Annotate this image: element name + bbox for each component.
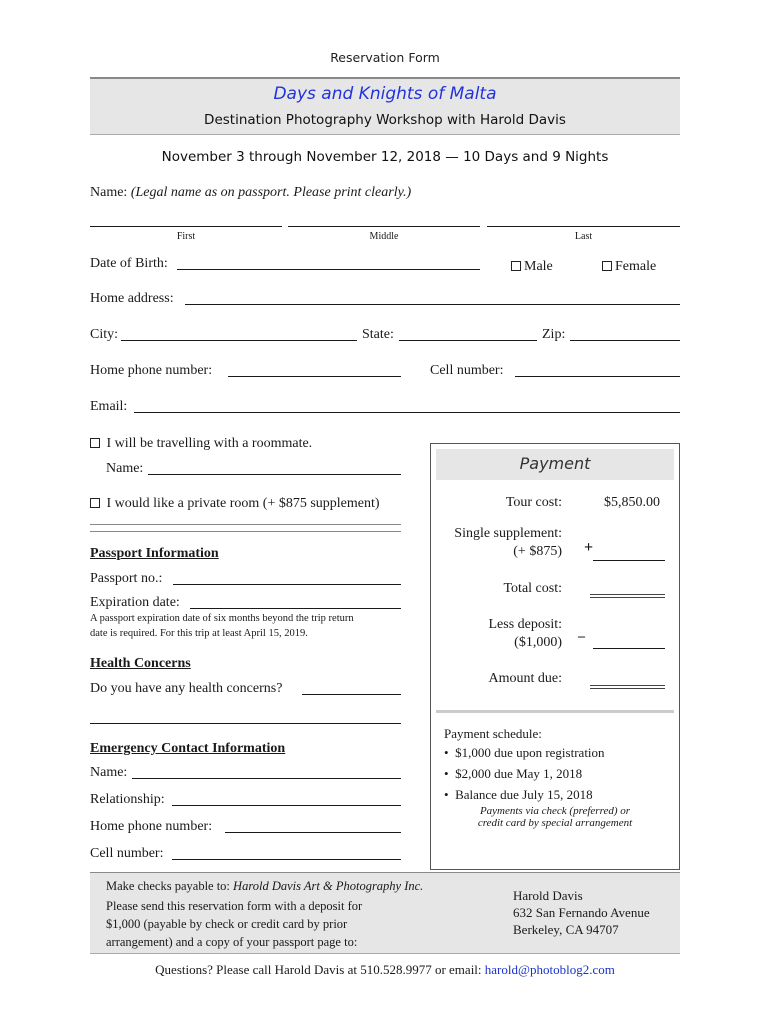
tour-cost-value: $5,850.00 xyxy=(604,495,660,510)
passport-number-input[interactable] xyxy=(173,569,401,585)
name-label-row xyxy=(90,185,411,201)
health-input-2[interactable] xyxy=(90,708,401,724)
cell-input[interactable] xyxy=(515,361,680,377)
deposit-amount: ($1,000) xyxy=(514,635,562,650)
health-heading: Health Concerns xyxy=(90,656,191,671)
deposit-input[interactable] xyxy=(593,633,665,649)
amount-due-line[interactable] xyxy=(590,685,665,689)
payment-rule xyxy=(436,710,674,713)
passport-note-2: date is required. For this trip at least April 15, 2019. xyxy=(90,628,308,639)
checks-payee: Harold Davis Art & Photography Inc. xyxy=(233,879,424,893)
payment-title-band xyxy=(436,449,674,480)
send-line-3: arrangement) and a copy of your passport page to: xyxy=(106,935,358,949)
female-option[interactable] xyxy=(602,259,656,275)
emergency-home-phone-input[interactable] xyxy=(225,817,401,833)
payment-note-2: credit card by special arrangement xyxy=(477,817,633,829)
roommate-name-input[interactable] xyxy=(148,459,401,475)
home-address-label: Home address: xyxy=(90,291,174,306)
roommate-name-label: Name: xyxy=(106,461,144,476)
single-supplement-input[interactable] xyxy=(593,545,665,561)
footer-band xyxy=(90,872,680,954)
home-phone-input[interactable] xyxy=(228,361,401,377)
emergency-heading: Emergency Contact Information xyxy=(90,741,286,756)
middle-caption: Middle xyxy=(369,231,399,242)
email-input[interactable] xyxy=(134,397,680,413)
emergency-cell-label: Cell number: xyxy=(90,846,164,861)
passport-heading: Passport Information xyxy=(90,546,219,561)
questions-text: Questions? Please call Harold Davis at 510.528.9977 or email: xyxy=(155,962,482,977)
zip-label: Zip: xyxy=(542,327,566,342)
cell-label: Cell number: xyxy=(430,363,504,378)
emergency-home-phone-label: Home phone number: xyxy=(90,819,213,834)
schedule-item: • $2,000 due May 1, 2018 xyxy=(444,766,583,781)
trip-dates: November 3 through November 12, 2018 — 10 Days and 9 Nights xyxy=(161,149,609,165)
payment-note-1: Payments via check (preferred) or xyxy=(479,805,631,817)
contact-email-link[interactable]: harold@photoblog2.com xyxy=(484,962,615,977)
schedule-item: • $1,000 due upon registration xyxy=(444,745,605,760)
schedule-item-text: $1,000 due upon registration xyxy=(455,745,605,760)
home-address-input[interactable] xyxy=(185,289,680,305)
health-question: Do you have any health concerns? xyxy=(90,681,283,696)
checks-prefix: Make checks payable to: xyxy=(106,879,230,893)
payment-title: Payment xyxy=(519,454,591,473)
page-title: Days and Knights of Malta xyxy=(273,84,497,104)
zip-input[interactable] xyxy=(570,325,680,341)
roommate-option[interactable] xyxy=(90,436,312,452)
single-supplement-amount: (+ $875) xyxy=(513,544,562,559)
city-label: City: xyxy=(90,327,119,342)
middle-name-input[interactable] xyxy=(288,211,480,227)
send-line-1: Please send this reservation form with a deposit for xyxy=(106,899,363,913)
female-label: Female xyxy=(615,259,657,274)
emergency-cell-input[interactable] xyxy=(172,844,401,860)
emergency-name-input[interactable] xyxy=(132,763,401,779)
expiration-label: Expiration date: xyxy=(90,595,180,610)
male-option[interactable] xyxy=(511,259,553,275)
name-label: Name: xyxy=(90,185,128,200)
roommate-checkbox[interactable] xyxy=(90,438,100,448)
total-cost-label: Total cost: xyxy=(503,581,562,596)
city-input[interactable] xyxy=(121,325,357,341)
page-subtitle: Destination Photography Workshop with Harold Davis xyxy=(204,112,566,128)
plus-sign: + xyxy=(584,539,594,556)
less-deposit-label: Less deposit: xyxy=(488,617,562,632)
relationship-input[interactable] xyxy=(172,790,401,806)
dob-input[interactable] xyxy=(177,254,480,270)
last-name-input[interactable] xyxy=(487,211,680,227)
address-street: 632 San Fernando Avenue xyxy=(513,905,650,920)
single-supplement-label: Single supplement: xyxy=(454,526,562,541)
private-room-option[interactable] xyxy=(90,496,380,512)
dob-label: Date of Birth: xyxy=(90,256,168,271)
roommate-label: I will be travelling with a roommate. xyxy=(106,436,313,451)
last-caption: Last xyxy=(574,231,593,242)
questions-line xyxy=(0,962,770,978)
state-label: State: xyxy=(362,327,394,342)
relationship-label: Relationship: xyxy=(90,792,165,807)
tour-cost-label: Tour cost: xyxy=(505,495,562,510)
male-checkbox[interactable] xyxy=(511,261,521,271)
minus-sign: – xyxy=(578,629,585,644)
amount-due-label: Amount due: xyxy=(488,671,562,686)
first-caption: First xyxy=(176,231,196,242)
name-hint: (Legal name as on passport. Please print clearly.) xyxy=(130,185,412,200)
schedule-item: • Balance due July 15, 2018 xyxy=(444,787,593,802)
email-label: Email: xyxy=(90,399,128,414)
private-room-label: I would like a private room (+ $875 supplement) xyxy=(106,496,380,511)
total-cost-line[interactable] xyxy=(590,594,665,598)
section-divider xyxy=(90,524,401,532)
address-name: Harold Davis xyxy=(513,888,583,903)
home-phone-label: Home phone number: xyxy=(90,363,213,378)
title-band xyxy=(90,77,680,135)
expiration-input[interactable] xyxy=(190,593,401,609)
schedule-item-text: Balance due July 15, 2018 xyxy=(455,787,593,802)
schedule-item-text: $2,000 due May 1, 2018 xyxy=(455,766,583,781)
state-input[interactable] xyxy=(399,325,537,341)
female-checkbox[interactable] xyxy=(602,261,612,271)
schedule-title: Payment schedule: xyxy=(444,726,542,741)
male-label: Male xyxy=(524,259,553,274)
checks-line xyxy=(106,879,423,894)
private-room-checkbox[interactable] xyxy=(90,498,100,508)
doc-label: Reservation Form xyxy=(330,50,440,65)
send-line-2: $1,000 (payable by check or credit card by prior xyxy=(106,917,348,931)
address-city: Berkeley, CA 94707 xyxy=(513,922,619,937)
passport-number-label: Passport no.: xyxy=(90,571,163,586)
first-name-input[interactable] xyxy=(90,211,282,227)
passport-note-1: A passport expiration date of six months beyond the trip return xyxy=(90,613,354,624)
emergency-name-label: Name: xyxy=(90,765,128,780)
health-input-1[interactable] xyxy=(302,679,401,695)
